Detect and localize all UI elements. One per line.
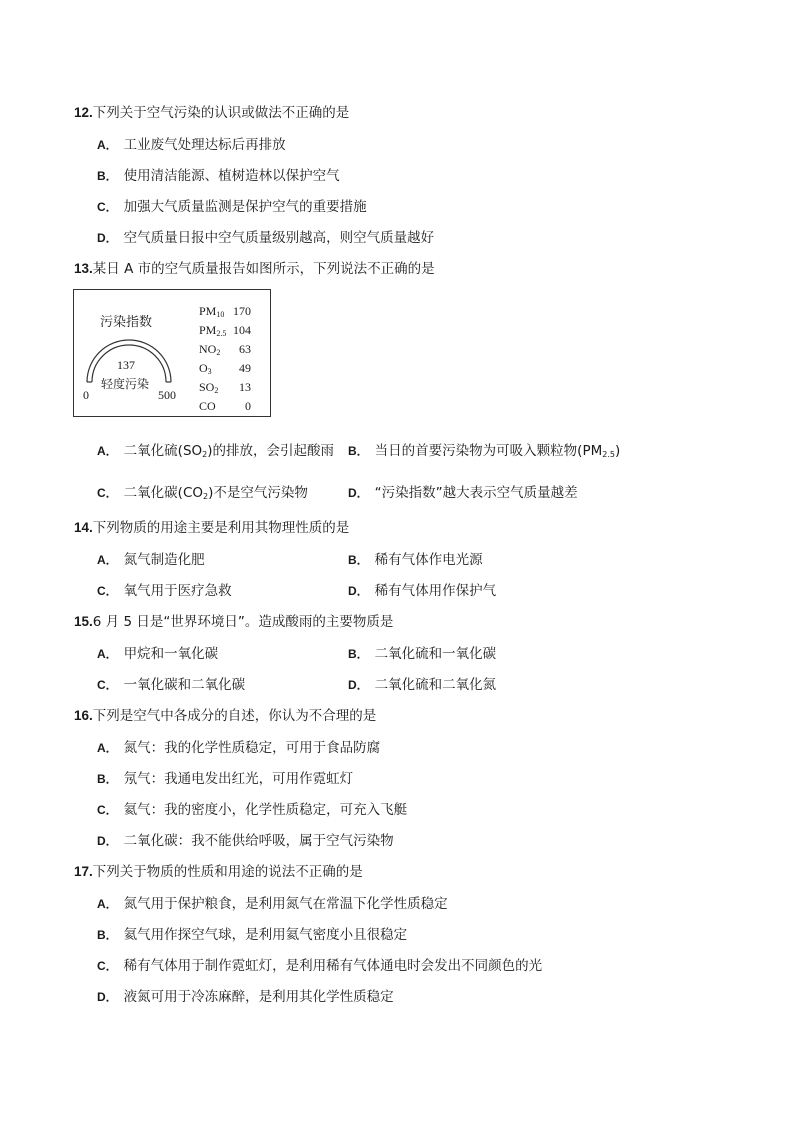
q15-option-d[interactable] bbox=[348, 673, 496, 693]
q12-option-a[interactable] bbox=[97, 133, 286, 153]
option-letter: D． bbox=[348, 678, 369, 692]
pollutant-row bbox=[199, 302, 251, 321]
q17-option-b[interactable] bbox=[97, 923, 407, 943]
option-text: 稀有气体用于制作霓虹灯，是利用稀有气体通电时会发出不同颜色的光 bbox=[123, 958, 543, 974]
q14-option-b[interactable] bbox=[348, 548, 483, 568]
option-text: 当日的首要污染物为可吸入颗粒物$(PM_{2.5})$ bbox=[374, 443, 621, 459]
q17-option-d[interactable] bbox=[97, 985, 394, 1005]
question-17-stem bbox=[74, 860, 363, 880]
option-text: 液氮可用于冷冻麻醉，是利用其化学性质稳定 bbox=[123, 989, 394, 1005]
question-number: 14. bbox=[74, 520, 93, 535]
pollutant-value: 0 bbox=[245, 399, 251, 413]
pollutant-row bbox=[199, 359, 251, 378]
pollutant-value: 170 bbox=[233, 304, 251, 318]
question-number: 17. bbox=[74, 864, 93, 879]
air-quality-report-figure bbox=[73, 289, 271, 417]
question-number: 12. bbox=[74, 105, 93, 120]
option-text: 氖气：我通电发出红光，可用作霓虹灯 bbox=[123, 771, 354, 787]
option-letter: B． bbox=[348, 553, 369, 567]
question-14-stem bbox=[74, 516, 349, 536]
pollutant-name: $NO_2$ bbox=[199, 342, 221, 357]
option-letter: A． bbox=[97, 444, 118, 458]
question-number: 13. bbox=[74, 261, 93, 276]
q12-option-d[interactable] bbox=[97, 226, 434, 246]
option-letter: B． bbox=[348, 444, 369, 458]
option-text: 氮气制造化肥 bbox=[123, 552, 205, 568]
q13-option-a[interactable] bbox=[97, 439, 334, 459]
question-text: 下列物质的用途主要是利用其物理性质的是 bbox=[92, 520, 350, 536]
question-number: 16. bbox=[74, 708, 93, 723]
option-text: 二氧化碳$(CO_2)$不是空气污染物 bbox=[123, 485, 308, 501]
option-letter: A． bbox=[97, 741, 118, 755]
pollutant-row bbox=[199, 378, 251, 397]
option-text: 氧气用于医疗急救 bbox=[123, 583, 232, 599]
option-text: 稀有气体用作保护气 bbox=[374, 583, 497, 599]
q15-option-a[interactable] bbox=[97, 642, 218, 662]
option-letter: C． bbox=[97, 959, 118, 973]
pollutant-table bbox=[199, 302, 251, 416]
q16-option-a[interactable] bbox=[97, 736, 380, 756]
option-letter: B． bbox=[97, 772, 118, 786]
q17-option-a[interactable] bbox=[97, 892, 448, 912]
q14-option-a[interactable] bbox=[97, 548, 205, 568]
option-text: 二氧化硫和二氧化氮 bbox=[374, 677, 497, 693]
q17-option-c[interactable] bbox=[97, 954, 542, 974]
option-letter: C． bbox=[97, 200, 118, 214]
pollutant-name: $SO_2$ bbox=[199, 380, 219, 395]
option-letter: D． bbox=[348, 486, 369, 500]
pollutant-row bbox=[199, 397, 251, 416]
pollutant-value: 49 bbox=[239, 361, 251, 375]
question-text: 下列关于空气污染的认识或做法不正确的是 bbox=[92, 105, 350, 121]
option-text: 氦气：我的密度小，化学性质稳定，可充入飞艇 bbox=[123, 802, 408, 818]
question-13-stem bbox=[74, 257, 435, 277]
option-text: “污染指数”越大表示空气质量越差 bbox=[374, 485, 578, 501]
option-letter: C． bbox=[97, 584, 118, 598]
question-text: 下列关于物质的性质和用途的说法不正确的是 bbox=[92, 864, 363, 880]
question-number: 15. bbox=[74, 614, 93, 629]
q13-option-d[interactable] bbox=[348, 481, 578, 501]
option-text: 二氧化硫和一氧化碳 bbox=[374, 646, 497, 662]
pollution-index-title: 污染指数 bbox=[100, 315, 153, 330]
option-text: 一氧化碳和二氧化碳 bbox=[123, 677, 246, 693]
pollutant-name: $PM_{10}$ bbox=[199, 304, 225, 319]
pollutant-row bbox=[199, 321, 251, 340]
option-text: 二氧化硫$(SO_2)$的排放，会引起酸雨 bbox=[123, 443, 335, 459]
question-16-stem bbox=[74, 704, 376, 724]
question-15-stem bbox=[74, 610, 393, 630]
option-text: 加强大气质量监测是保护空气的重要措施 bbox=[123, 199, 367, 215]
pollutant-name: $O_3$ bbox=[199, 361, 212, 376]
question-text: 6 月 5 日是“世界环境日”。造成酸雨的主要物质是 bbox=[92, 614, 394, 630]
q13-option-b[interactable] bbox=[348, 439, 620, 459]
pollutant-name: $PM_{2.5}$ bbox=[199, 323, 227, 338]
option-letter: B． bbox=[348, 647, 369, 661]
q14-option-c[interactable] bbox=[97, 579, 232, 599]
question-12-stem bbox=[74, 101, 349, 121]
gauge-max-label: 500 bbox=[158, 388, 176, 402]
q12-option-b[interactable] bbox=[97, 164, 340, 184]
option-letter: A． bbox=[97, 553, 118, 567]
option-letter: A． bbox=[97, 647, 118, 661]
pollutant-value: 13 bbox=[239, 380, 251, 394]
gauge-level-label: 轻度污染 bbox=[101, 377, 150, 391]
q16-option-c[interactable] bbox=[97, 798, 407, 818]
q16-option-d[interactable] bbox=[97, 829, 394, 849]
q14-option-d[interactable] bbox=[348, 579, 496, 599]
option-text: 工业废气处理达标后再排放 bbox=[123, 137, 286, 153]
option-text: 甲烷和一氧化碳 bbox=[123, 646, 219, 662]
q15-option-c[interactable] bbox=[97, 673, 245, 693]
q13-option-c[interactable] bbox=[97, 481, 308, 501]
option-letter: D． bbox=[97, 834, 118, 848]
q15-option-b[interactable] bbox=[348, 642, 496, 662]
option-letter: C． bbox=[97, 486, 118, 500]
q12-option-c[interactable] bbox=[97, 195, 367, 215]
option-text: 氮气：我的化学性质稳定，可用于食品防腐 bbox=[123, 740, 381, 756]
option-letter: C． bbox=[97, 678, 118, 692]
option-letter: C． bbox=[97, 803, 118, 817]
option-letter: D． bbox=[97, 231, 118, 245]
option-text: 氦气用作探空气球，是利用氦气密度小且很稳定 bbox=[123, 927, 408, 943]
pollutant-value: 104 bbox=[233, 323, 251, 337]
pollutant-name: CO bbox=[199, 399, 216, 413]
option-text: 氮气用于保护粮食，是利用氮气在常温下化学性质稳定 bbox=[123, 896, 448, 912]
gauge-value: 137 bbox=[117, 358, 135, 372]
option-text: 二氧化碳：我不能供给呼吸，属于空气污染物 bbox=[123, 833, 394, 849]
option-letter: A． bbox=[97, 897, 118, 911]
option-letter: D． bbox=[97, 990, 118, 1004]
option-text: 稀有气体作电光源 bbox=[374, 552, 483, 568]
pollutant-value: 63 bbox=[239, 342, 251, 356]
gauge-min-label: 0 bbox=[83, 388, 89, 402]
option-text: 使用清洁能源、植树造林以保护空气 bbox=[123, 168, 340, 184]
option-letter: B． bbox=[97, 928, 118, 942]
question-text: 下列是空气中各成分的自述，你认为不合理的是 bbox=[92, 708, 377, 724]
question-text: 某日 A 市的空气质量报告如图所示，下列说法不正确的是 bbox=[92, 261, 435, 277]
option-letter: A． bbox=[97, 138, 118, 152]
pollutant-row bbox=[199, 340, 251, 359]
option-letter: B． bbox=[97, 169, 118, 183]
option-text: 空气质量日报中空气质量级别越高，则空气质量越好 bbox=[123, 230, 435, 246]
option-letter: D． bbox=[348, 584, 369, 598]
q16-option-b[interactable] bbox=[97, 767, 353, 787]
